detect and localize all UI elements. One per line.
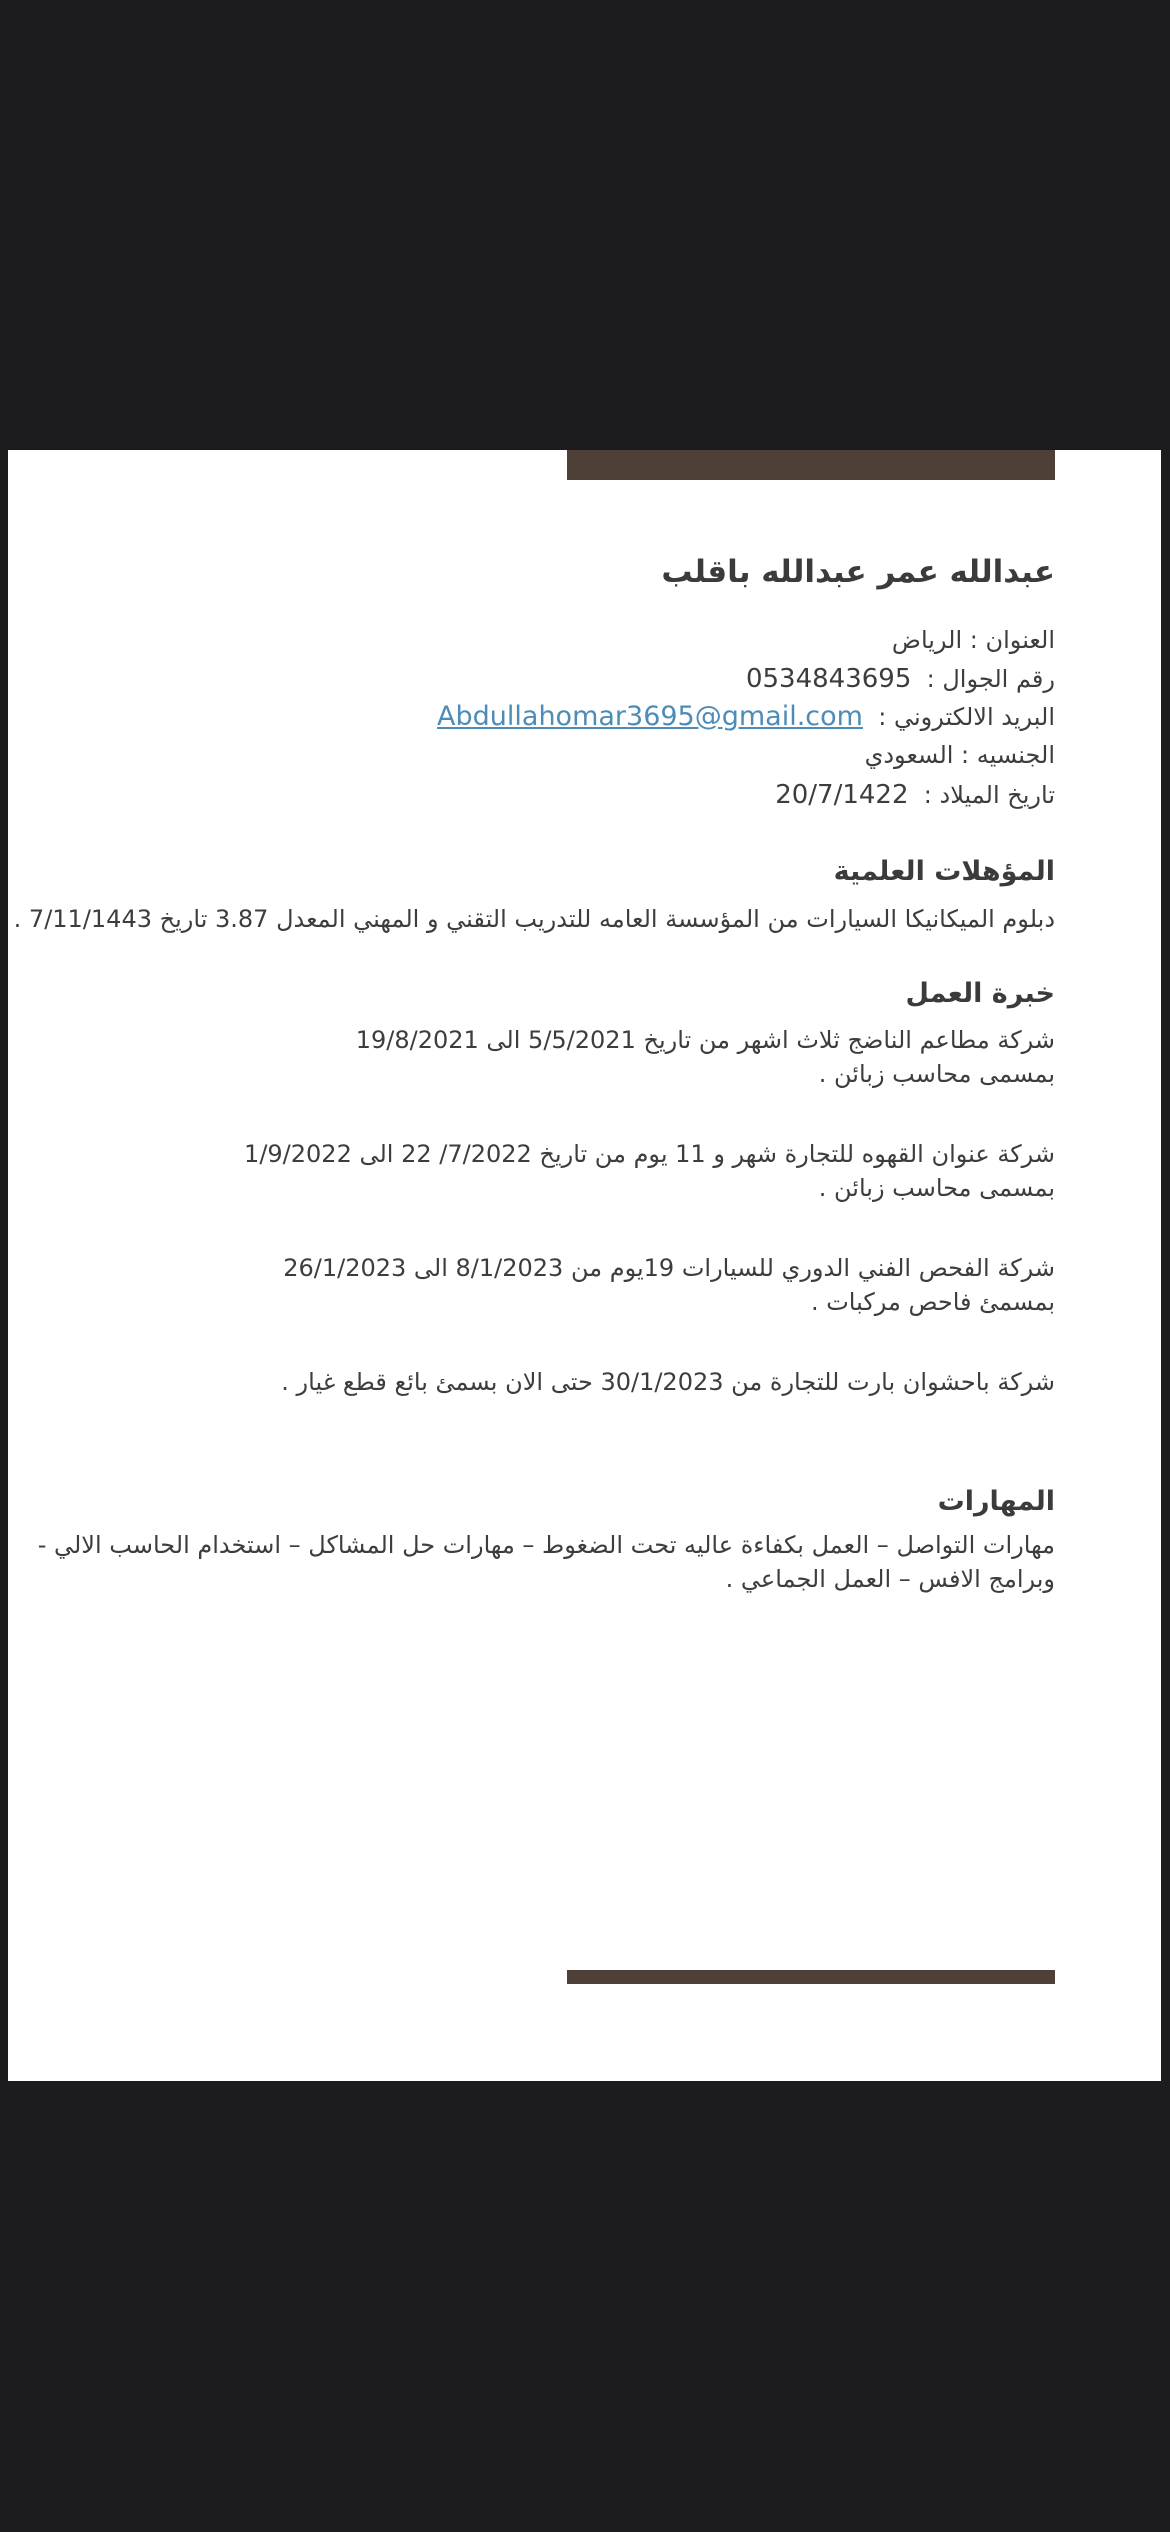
resume-page: [8, 450, 1161, 2081]
job-3-line-1: شركة الفحص الفني الدوري للسيارات 19يوم من 8/1/2023 الى 26/1/2023: [283, 1254, 1055, 1282]
birthdate-value: 20/7/1422: [775, 780, 909, 810]
nationality-line: الجنسيه : السعودي: [864, 741, 1055, 769]
address-line: العنوان : الرياض: [891, 626, 1055, 654]
job-3-line-2: بمسمئ فاحص مركبات .: [810, 1288, 1055, 1316]
job-1-line-2: بمسمى محاسب زبائن .: [818, 1060, 1055, 1088]
skills-heading: المهارات: [937, 1486, 1055, 1517]
bottom-accent-bar: [567, 1970, 1055, 1984]
education-line: دبلوم الميكانيكا السيارات من المؤسسة العامه للتدريب التقني و المهني المعدل 3.87 تاريخ 7/11/1443 .: [13, 905, 1055, 933]
top-accent-bar: [567, 450, 1055, 480]
email-line: [437, 700, 1055, 734]
job-4-line-1: شركة باحشوان بارت للتجارة من 30/1/2023 حتى الان بسمئ بائع قطع غيار .: [281, 1368, 1055, 1396]
birthdate-line: [775, 778, 1055, 812]
person-name: عبدالله عمر عبدالله باقلب: [661, 554, 1055, 590]
skills-line-1: مهارات التواصل – العمل بكفاءة عاليه تحت الضغوط – مهارات حل المشاكل – استخدام الحاسب الالي -: [37, 1531, 1055, 1559]
phone-value: 0534843695: [745, 664, 912, 694]
job-2-line-1: شركة عنوان القهوه للتجارة شهر و 11 يوم من تاريخ 7/2022/ 22 الى 1/9/2022: [244, 1140, 1055, 1168]
education-heading: المؤهلات العلمية: [833, 856, 1055, 887]
phone-line: [746, 662, 1055, 696]
skills-line-2: وبرامج الافس – العمل الجماعي .: [725, 1565, 1055, 1593]
email-label: البريد الالكتروني :: [878, 703, 1055, 731]
experience-heading: خبرة العمل: [905, 978, 1055, 1009]
job-2-line-2: بمسمى محاسب زبائن .: [818, 1174, 1055, 1202]
job-1-line-1: شركة مطاعم الناضج ثلاث اشهر من تاريخ 5/5/2021 الى 19/8/2021: [355, 1026, 1055, 1054]
phone-label: رقم الجوال :: [926, 665, 1055, 693]
birthdate-label: تاريخ الميلاد :: [923, 781, 1055, 809]
email-link[interactable]: Abdullahomar3695@gmail.com: [437, 701, 863, 732]
